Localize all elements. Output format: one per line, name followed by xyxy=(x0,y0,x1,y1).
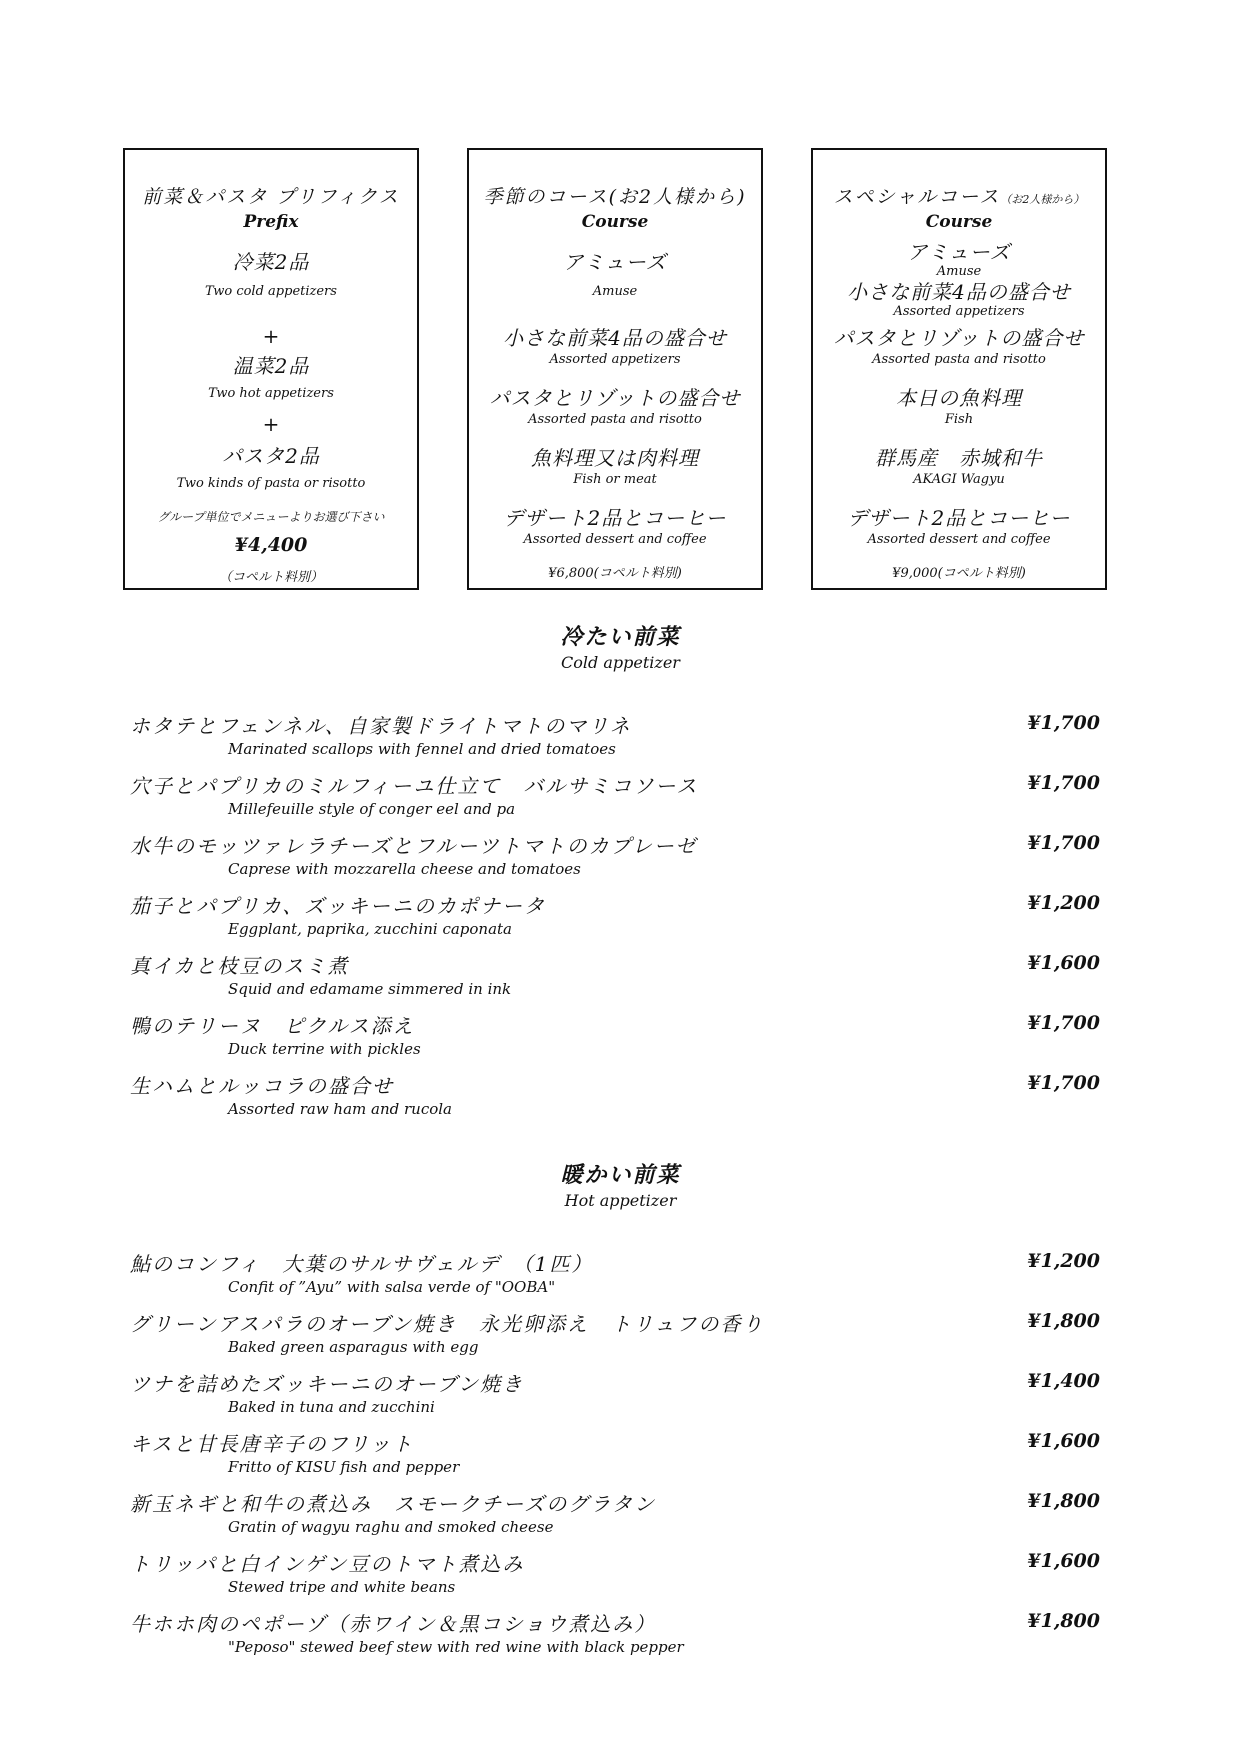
course-line-jp: アミューズ xyxy=(563,250,667,274)
course-cover-note: （コペルト料別） xyxy=(218,570,323,585)
menu-item-price: ¥1,600 xyxy=(1027,952,1100,974)
menu-item-name: キスと甘長唐辛子のフリット xyxy=(130,1432,414,1456)
menu-item-description: Caprese with mozzarella cheese and tomatoes xyxy=(228,860,581,878)
course-line-jp: 本日の魚料理 xyxy=(896,386,1022,410)
course-line-en: Two hot appetizers xyxy=(208,386,334,401)
menu-item-description: "Peposo" stewed beef stew with red wine with black pepper xyxy=(228,1638,684,1656)
menu-item-name: ツナを詰めたズッキーニのオーブン焼き xyxy=(130,1372,524,1396)
menu-item-price: ¥1,700 xyxy=(1027,1012,1100,1034)
course-line-en: Fish or meat xyxy=(573,472,657,487)
menu-item-name: 生ハムとルッコラの盛合せ xyxy=(130,1074,394,1098)
course-subtitle: Course xyxy=(925,212,993,232)
menu-item-name: 牛ホホ肉のペポーゾ（赤ワイン＆黒コショウ煮込み） xyxy=(130,1612,657,1636)
menu-item-price: ¥1,700 xyxy=(1027,832,1100,854)
course-line-en: Assorted appetizers xyxy=(893,304,1025,319)
menu-item-price: ¥1,700 xyxy=(1027,1072,1100,1094)
menu-item xyxy=(130,1010,1100,1066)
menu-item-name: 新玉ネギと和牛の煮込み スモークチーズのグラタン xyxy=(130,1492,656,1516)
section-title-jp: 暖かい前菜 xyxy=(560,1162,681,1188)
course-note: グループ単位でメニューよりお選び下さい xyxy=(157,510,385,524)
course-title: 季節のコース(お2人様から) xyxy=(483,186,747,208)
menu-item xyxy=(130,950,1100,1006)
menu-item-description: Gratin of wagyu raghu and smoked cheese xyxy=(228,1518,554,1536)
menu-item-description: Duck terrine with pickles xyxy=(228,1040,421,1058)
menu-item xyxy=(130,1368,1100,1424)
course-box-special xyxy=(811,148,1107,590)
course-line-en: Amuse xyxy=(592,284,638,299)
menu-item-description: Baked green asparagus with egg xyxy=(228,1338,479,1356)
course-line-jp: デザート2品とコーヒー xyxy=(847,506,1071,530)
course-price: ¥4,400 xyxy=(234,534,308,556)
course-line-jp: パスタとリゾットの盛合せ xyxy=(489,386,741,410)
menu-item xyxy=(130,1248,1100,1304)
course-line-jp: 小さな前菜4品の盛合せ xyxy=(503,326,727,350)
course-title: 前菜＆パスタ プリフィクス xyxy=(142,186,400,208)
course-title: スペシャルコース（お2人様から） xyxy=(833,186,1085,208)
section-title-jp: 冷たい前菜 xyxy=(560,624,681,650)
menu-item-price: ¥1,800 xyxy=(1027,1610,1100,1632)
menu-item-name: 鴨のテリーヌ ピクルス添え xyxy=(130,1014,415,1038)
menu-item-description: Squid and edamame simmered in ink xyxy=(228,980,512,998)
cold-appetizer-heading xyxy=(0,620,1241,672)
menu-item-price: ¥1,800 xyxy=(1027,1310,1100,1332)
course-subtitle: Course xyxy=(581,212,649,232)
menu-item-description: Eggplant, paprika, zucchini caponata xyxy=(228,920,513,938)
course-line-jp: アミューズ xyxy=(907,240,1011,264)
course-box-prefix xyxy=(123,148,419,590)
menu-item-name: 穴子とパプリカのミルフィーユ仕立て バルサミコソース xyxy=(130,774,699,798)
hot-appetizer-heading xyxy=(0,1158,1241,1210)
menu-item-price: ¥1,700 xyxy=(1027,772,1100,794)
course-line-jp: 魚料理又は肉料理 xyxy=(531,446,699,470)
menu-item xyxy=(130,1428,1100,1484)
menu-item-name: ホタテとフェンネル、自家製ドライトマトのマリネ xyxy=(130,714,632,738)
menu-item-name: グリーンアスパラのオーブン焼き 永光卵添え トリュフの香り xyxy=(130,1312,765,1336)
course-line-en: Assorted pasta and risotto xyxy=(872,352,1046,367)
course-box-seasonal xyxy=(467,148,763,590)
menu-item-description: Fritto of KISU fish and pepper xyxy=(228,1458,460,1476)
course-title-note: （お2人様から） xyxy=(1000,193,1085,206)
menu-item-description: Stewed tripe and white beans xyxy=(228,1578,456,1596)
course-line-en: Two kinds of pasta or risotto xyxy=(176,476,366,491)
course-subtitle: Prefix xyxy=(243,212,299,232)
menu-item-name: 水牛のモッツァレラチーズとフルーツトマトのカプレーゼ xyxy=(130,834,698,858)
menu-item xyxy=(130,770,1100,826)
menu-item-price: ¥1,200 xyxy=(1027,1250,1100,1272)
menu-item-price: ¥1,600 xyxy=(1027,1550,1100,1572)
menu-item-description: Assorted raw ham and rucola xyxy=(228,1100,452,1118)
course-line-en: Assorted dessert and coffee xyxy=(867,532,1051,547)
menu-item-name: 真イカと枝豆のスミ煮 xyxy=(130,954,350,978)
course-line-en: Assorted dessert and coffee xyxy=(523,532,707,547)
menu-item-name: トリッパと白インゲン豆のトマト煮込み xyxy=(130,1552,525,1576)
course-line-jp: 冷菜2品 xyxy=(232,250,310,274)
menu-item xyxy=(130,830,1100,886)
course-line-jp: パスタ2品 xyxy=(222,444,320,468)
course-line-en: Assorted pasta and risotto xyxy=(528,412,702,427)
menu-item-price: ¥1,600 xyxy=(1027,1430,1100,1452)
menu-item-description: Marinated scallops with fennel and dried tomatoes xyxy=(228,740,616,758)
course-line-en: Assorted appetizers xyxy=(549,352,681,367)
course-line-jp: 群馬産 赤城和牛 xyxy=(875,446,1043,470)
menu-item-description: Baked in tuna and zucchini xyxy=(228,1398,435,1416)
plus-sign: + xyxy=(262,412,280,436)
menu-item-name: 茄子とパプリカ、ズッキーニのカポナータ xyxy=(130,894,546,918)
section-title-en: Cold appetizer xyxy=(561,653,680,672)
menu-item xyxy=(130,1608,1100,1664)
course-line-jp: パスタとリゾットの盛合せ xyxy=(833,326,1085,350)
menu-item xyxy=(130,1488,1100,1544)
course-price: ¥6,800(コペルト料別) xyxy=(548,566,682,581)
menu-item-price: ¥1,200 xyxy=(1027,892,1100,914)
menu-item-description: Confit of ”Ayu” with salsa verde of "OOBA" xyxy=(228,1278,556,1296)
menu-item xyxy=(130,710,1100,766)
course-line-en: AKAGI Wagyu xyxy=(913,472,1005,487)
menu-item xyxy=(130,1548,1100,1604)
course-line-en: Fish xyxy=(944,412,974,427)
course-line-jp: 温菜2品 xyxy=(232,354,310,378)
menu-item-name: 鮎のコンフィ 大葉のサルサヴェルデ （1匹） xyxy=(130,1252,594,1276)
menu-item-price: ¥1,400 xyxy=(1027,1370,1100,1392)
plus-sign: + xyxy=(262,324,280,348)
menu-item-price: ¥1,800 xyxy=(1027,1490,1100,1512)
course-line-en: Two cold appetizers xyxy=(205,284,337,299)
menu-item-description: Millefeuille style of conger eel and pa xyxy=(228,800,516,818)
course-price: ¥9,000(コペルト料別) xyxy=(892,566,1026,581)
course-line-jp: 小さな前菜4品の盛合せ xyxy=(847,280,1071,304)
menu-item xyxy=(130,890,1100,946)
course-line-jp: デザート2品とコーヒー xyxy=(503,506,727,530)
menu-item xyxy=(130,1308,1100,1364)
menu-item-price: ¥1,700 xyxy=(1027,712,1100,734)
section-title-en: Hot appetizer xyxy=(564,1191,677,1210)
menu-item xyxy=(130,1070,1100,1126)
course-line-en: Amuse xyxy=(936,264,982,279)
